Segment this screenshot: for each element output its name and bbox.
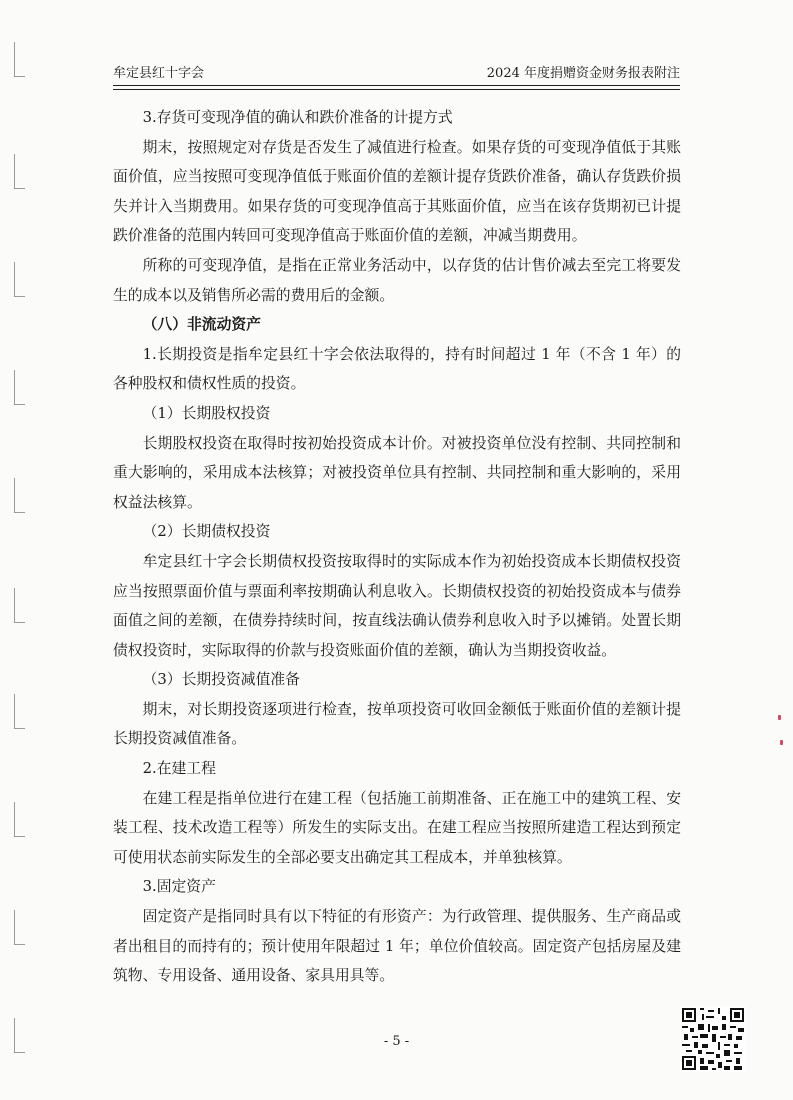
paragraph: 1.长期投资是指牟定县红十字会依法取得的，持有时间超过 1 年（不含 1 年）的各种股权和债权性质的投资。	[113, 345, 681, 393]
stamp-mark	[780, 740, 783, 745]
binding-mark	[14, 262, 25, 297]
subheading: （1）长期股权投资	[142, 404, 271, 422]
binding-mark	[14, 694, 25, 729]
binding-mark	[14, 478, 25, 513]
stamp-mark	[778, 715, 781, 720]
paragraph: 固定资产是指同时具有以下特征的有形资产：为行政管理、提供服务、生产商品或者出租目的而持有的；预计使用年限超过 1 年；单位价值较高。固定资产包括房屋及建筑物、专用设备、通用设备、家具用具等。	[113, 908, 681, 985]
qr-code-icon	[680, 1006, 746, 1072]
binding-mark	[14, 370, 25, 405]
subheading: （2）长期债权投资	[142, 523, 271, 541]
header-org: 牟定县红十字会	[113, 66, 205, 81]
paragraph: 长期股权投资在取得时按初始投资成本计价。对被投资单位没有控制、共同控制和重大影响的，采用成本法核算；对被投资单位具有控制、共同控制和重大影响的，采用权益法核算。	[113, 434, 681, 511]
paragraph: 牟定县红十字会长期债权投资按取得时的实际成本作为初始投资成本长期债权投资应当按照票面价值与票面利率按期确认利息收入。长期债权投资的初始投资成本与债券面值之间的差额，在债券持续时间，按直线法确认债券利息收入时予以摊销。处置长期债权投资时，实际取得的价款与投资账面价值的差额，确认为当期投资收益。	[113, 552, 681, 659]
binding-mark	[14, 154, 25, 189]
binding-mark	[14, 42, 25, 77]
paragraph: 期末，对长期投资逐项进行检查，按单项投资可收回金额低于账面价值的差额计提长期投资减值准备。	[113, 700, 681, 748]
page-header	[113, 62, 680, 86]
page-number: - 5 -	[383, 1034, 410, 1049]
paragraph: 在建工程是指单位进行在建工程（包括施工前期准备、正在施工中的建筑工程、安装工程、技术改造工程等）所发生的实际支出。在建工程应当按照所建造工程达到预定可使用状态前实际发生的全部必要支出确定其工程成本，并单独核算。	[113, 789, 681, 866]
binding-mark	[14, 910, 25, 945]
paragraph: 所称的可变现净值，是指在正常业务活动中，以存货的估计售价减去至完工将要发生的成本以及销售所必需的费用后的金额。	[113, 256, 681, 304]
paragraph: 期末，按照规定对存货是否发生了减值进行检查。如果存货的可变现净值低于其账面价值，应当按照可变现净值低于账面价值的差额计提存货跌价准备，确认存货跌价损失并计入当期费用。如果存货的可变现净值高于其账面价值，应当在该存货期初已计提跌价准备的范围内转回可变现净值高于账面价值的差额，冲减当期费用。	[113, 138, 681, 245]
subheading: 2.在建工程	[142, 760, 216, 778]
binding-mark	[14, 588, 25, 623]
subheading: 3.固定资产	[142, 878, 216, 896]
binding-mark	[14, 802, 25, 837]
subheading: （3）长期投资减值准备	[142, 671, 300, 689]
section-heading: （八）非流动资产	[142, 316, 261, 334]
body-text	[113, 103, 681, 991]
header-doc-title: 2024 年度捐赠资金财务报表附注	[486, 66, 680, 81]
paragraph: 3.存货可变现净值的确认和跌价准备的计提方式	[142, 109, 453, 126]
